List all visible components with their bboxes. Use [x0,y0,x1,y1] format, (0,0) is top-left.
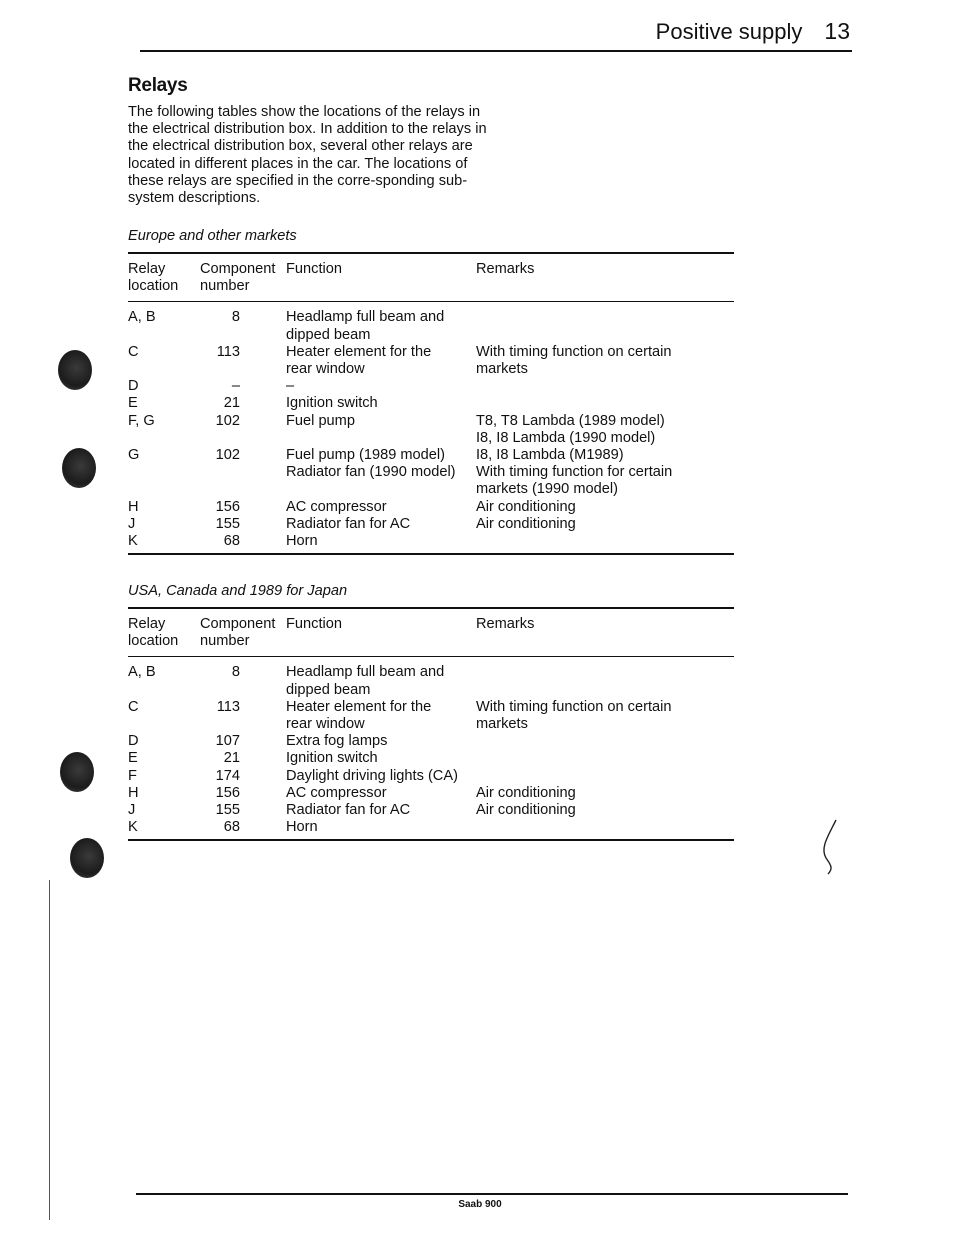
cell-function: Headlamp full beam and dipped beam [286,309,445,343]
table-header [128,254,734,301]
col-component-number: Component number [200,615,276,649]
cell-component: 107 [215,733,240,750]
cell-component: 113 [216,698,240,715]
page-header [140,18,850,45]
table-row [128,733,734,750]
cell-remarks [476,395,734,412]
cell-component: 155 [215,515,240,532]
page-number: 13 [824,18,850,44]
cell-location: D [128,378,139,395]
binder-hole-3 [60,752,94,792]
table-row [128,785,734,802]
col-relay-location: Relay location [128,260,179,294]
cell-location: C [128,343,139,360]
table-caption-europe: Europe and other markets [128,228,297,244]
cell-location: C [128,698,139,715]
cell-function: Fuel pump (1989 model) Radiator fan (1990 model) [286,447,456,481]
cell-component: 102 [215,412,240,429]
cell-function: Ignition switch [286,395,378,412]
cell-remarks [476,378,734,395]
cell-function: Radiator fan for AC [286,802,411,819]
cell-remarks: Air conditioning [476,784,576,801]
cell-location: E [128,395,138,412]
table-row [128,309,734,343]
cell-remarks [476,733,734,750]
cell-location: D [128,733,139,750]
margin-line [49,880,50,1220]
cell-component: 21 [223,750,240,767]
cell-component: 21 [223,395,240,412]
cell-remarks [476,750,734,767]
binder-hole-4 [70,838,104,878]
cell-function: Radiator fan for AC [286,515,411,532]
cell-remarks: I8, I8 Lambda (M1989) With timing function for certain markets (1990 model) [476,447,673,498]
cell-remarks [476,768,734,785]
col-function: Function [286,615,342,632]
table-row [128,699,734,733]
cell-function: AC compressor [286,784,387,801]
cell-component: 113 [216,343,240,360]
page-header-title: Positive supply [655,19,803,44]
relay-table-europe [128,252,734,555]
cell-remarks: T8, T8 Lambda (1989 model) I8, I8 Lambda (1990 model) [476,412,665,446]
scan-mark [818,818,842,878]
cell-function: AC compressor [286,498,387,515]
cell-remarks: With timing function on certain markets [476,698,672,733]
table-body [128,657,734,839]
table-bottom-rule [128,553,734,555]
header-rule [140,50,852,52]
cell-component: 156 [215,498,240,515]
cell-location: J [128,515,136,532]
binder-hole-1 [58,350,92,390]
cell-remarks: With timing function on certain markets [476,343,672,378]
table-row [128,413,734,447]
col-remarks: Remarks [476,260,535,277]
cell-remarks [476,533,734,550]
section-title: Relays [128,75,188,96]
cell-location: F, G [128,412,155,429]
cell-component: 68 [223,819,240,836]
cell-function: Heater element for the rear window [286,698,432,733]
cell-component: 156 [215,784,240,801]
table-body [128,302,734,553]
table-row [128,533,734,550]
table-row [128,516,734,533]
table-row [128,750,734,767]
cell-function: Heater element for the rear window [286,343,432,378]
cell-location: E [128,750,138,767]
col-function: Function [286,260,342,277]
cell-location: J [128,802,136,819]
cell-function: Extra fog lamps [286,733,388,750]
cell-function: Headlamp full beam and dipped beam [286,664,445,698]
cell-remarks: Air conditioning [476,802,576,819]
cell-function: Horn [286,819,318,836]
col-remarks: Remarks [476,615,535,632]
table-header [128,609,734,656]
binder-hole-2 [62,448,96,488]
cell-function: Ignition switch [286,750,378,767]
cell-location: K [128,533,138,550]
relay-table-usa [128,607,734,841]
cell-remarks [476,309,734,343]
col-relay-location: Relay location [128,615,179,649]
cell-component: 8 [231,309,240,326]
intro-paragraph: The following tables show the locations of the relays in the electrical distribution box. In addition to the relays in the electrical distribution box, several other relays are located in different places in the car. The locations of these relays are specified in the corre-sponding sub-system descriptions. [128,104,487,207]
table-row [128,499,734,516]
table-row [128,664,734,698]
table-row [128,819,734,836]
cell-function: Daylight driving lights (CA) [286,767,458,784]
footer-rule [136,1193,848,1195]
table-row [128,447,734,499]
cell-location: A, B [128,664,156,681]
cell-remarks: Air conditioning [476,498,576,515]
table-row [128,768,734,785]
cell-component: 8 [231,664,240,681]
page-footer: Saab 900 [458,1199,502,1210]
cell-location: H [128,784,139,801]
table-bottom-rule [128,839,734,841]
cell-function: Fuel pump [286,412,355,429]
table-caption-usa: USA, Canada and 1989 for Japan [128,583,348,599]
cell-location: A, B [128,309,156,326]
cell-location: G [128,447,140,464]
cell-location: K [128,819,138,836]
cell-component: 155 [215,802,240,819]
cell-remarks: Air conditioning [476,515,576,532]
cell-component: – [231,378,240,395]
cell-component: 174 [215,767,240,784]
table-row [128,344,734,378]
cell-location: H [128,498,139,515]
cell-function: Horn [286,533,318,550]
table-row [128,802,734,819]
cell-component: 102 [215,447,240,464]
cell-location: F [128,767,137,784]
cell-remarks [476,664,734,698]
table-row [128,378,734,395]
cell-remarks [476,819,734,836]
col-component-number: Component number [200,260,276,294]
cell-component: 68 [223,533,240,550]
table-row [128,395,734,412]
cell-function: – [286,378,295,395]
